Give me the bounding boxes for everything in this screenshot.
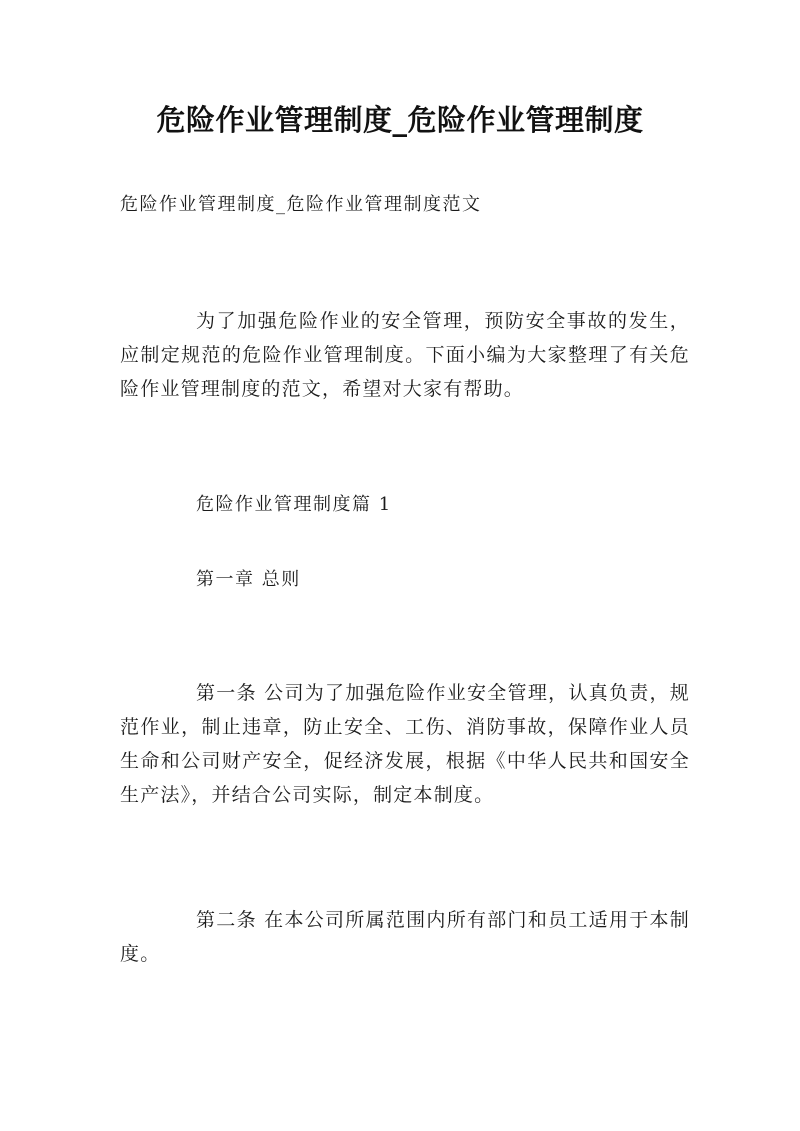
chapter-heading: 第一章 总则 xyxy=(196,569,301,590)
article-2-paragraph: 第二条 在本公司所属范围内所有部门和员工适用于本制度。 xyxy=(120,909,690,965)
section-heading: 危险作业管理制度篇 1 xyxy=(196,494,392,515)
intro-paragraph: 为了加强危险作业的安全管理，预防安全事故的发生，应制定规范的危险作业管理制度。下面小编为大家整理了有关危险作业管理制度的范文，希望对大家有帮助。 xyxy=(120,310,690,400)
document-subtitle: 危险作业管理制度_危险作业管理制度范文 xyxy=(120,194,482,215)
article-1-paragraph: 第一条 公司为了加强危险作业安全管理，认真负责，规范作业，制止违章，防止安全、工伤、消防事故，保障作业人员生命和公司财产安全，促经济发展，根据《中华人民共和国安全生产法》，并结合公司实际，制定本制度。 xyxy=(120,682,690,806)
document-title: 危险作业管理制度_危险作业管理制度 xyxy=(156,103,644,137)
